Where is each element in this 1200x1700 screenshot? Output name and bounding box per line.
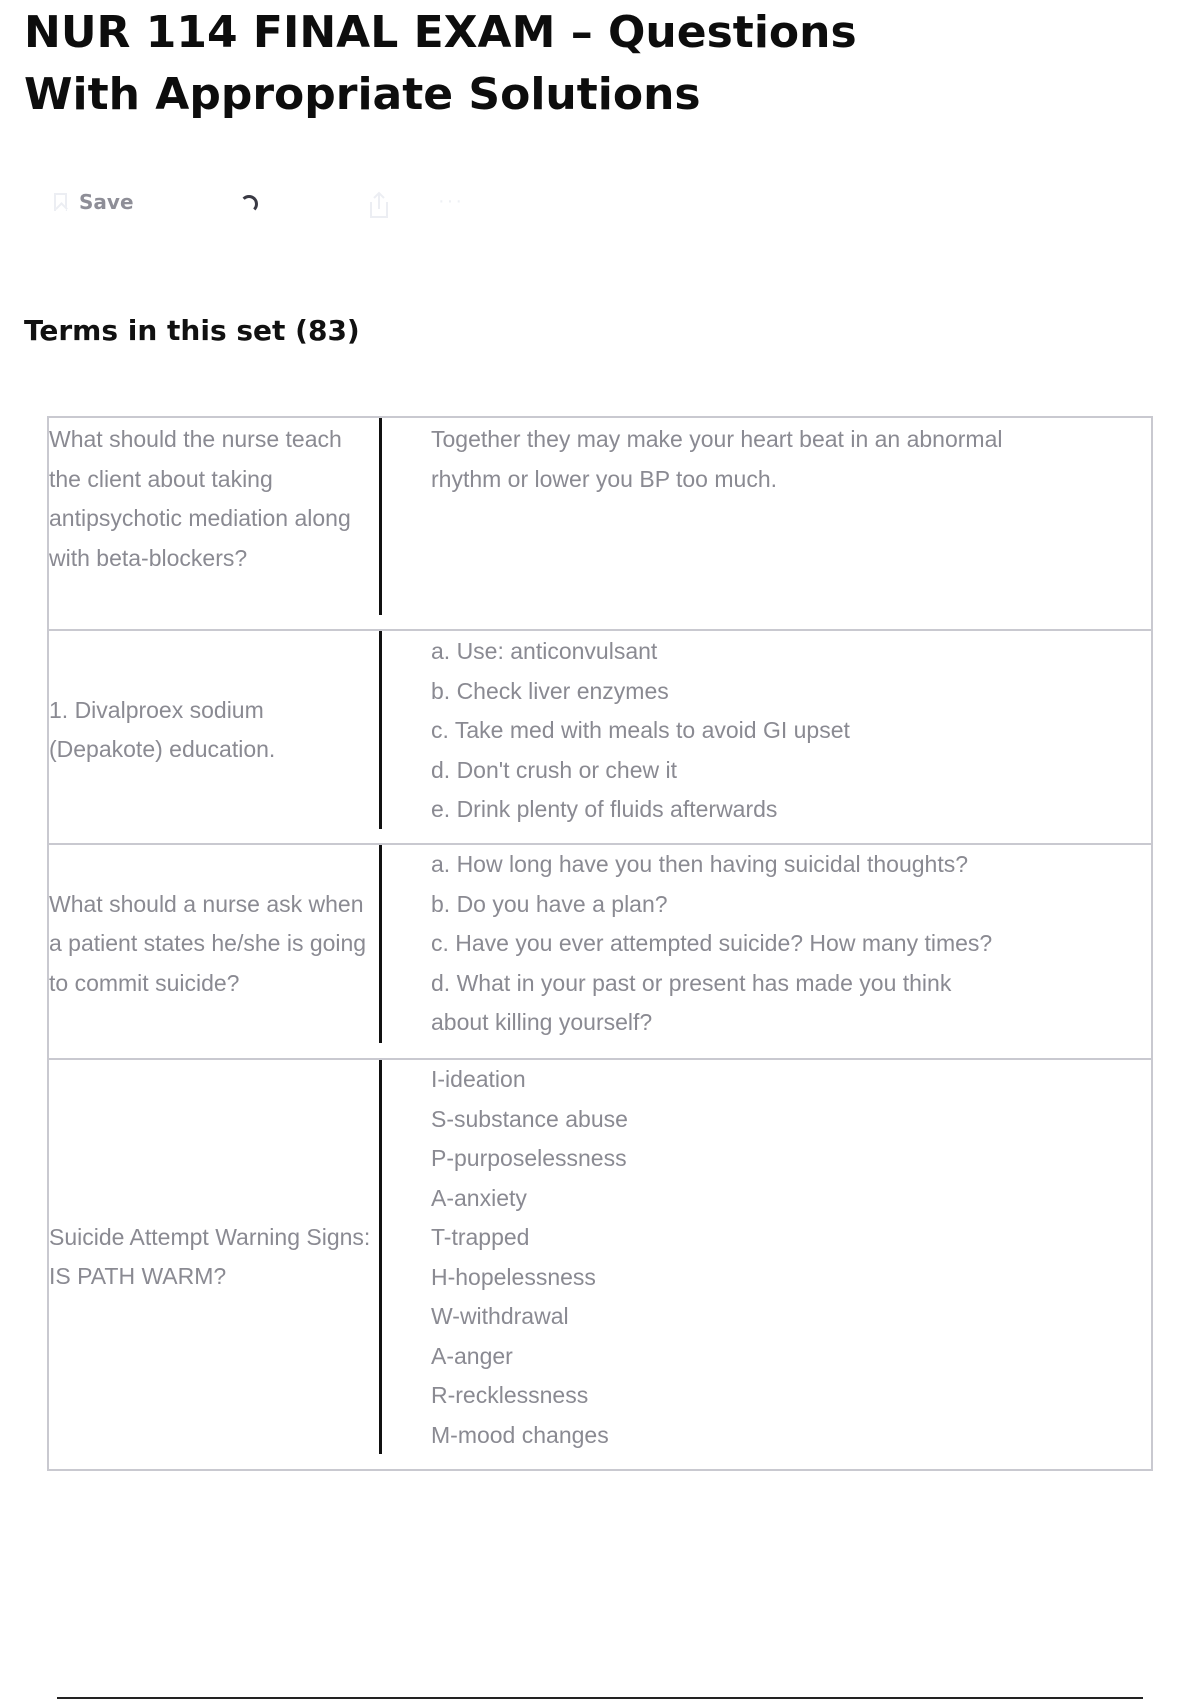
card-definition [382,631,1151,843]
definition-line: Together they may make your heart beat in an abnormal [431,426,1003,452]
flashcard-row [47,1060,1153,1471]
definition-line: d. Don't crush or chew it [431,756,677,783]
definition-line: A-anxiety [431,1184,527,1211]
definition-line: d. What in your past or present has made you think [431,969,952,996]
definition-line: T-trapped [431,1224,530,1250]
bookmark-icon [54,193,67,211]
card-term [49,631,382,829]
page-title: NUR 114 FINAL EXAM – Questions With Appropriate Solutions [24,7,857,120]
terms-table [47,416,1153,1471]
loading-spinner-icon [240,195,258,213]
definition-line: A-anger [431,1342,513,1369]
definition-line: e. Drink plenty of fluids afterwards [431,796,778,822]
definition-line: b. Check liver enzymes [431,677,669,704]
definition-line: about killing yourself? [431,1009,653,1035]
definition-line: W-withdrawal [431,1303,569,1329]
definition-line: c. Take med with meals to avoid GI upset [431,717,850,743]
terms-heading: Terms in this set (83) [24,314,360,347]
flashcard-row [47,416,1153,631]
flashcard-row [47,845,1153,1060]
definition-line: c. Have you ever attempted suicide? How many times? [431,930,993,956]
toolbar [54,190,514,224]
card-term [49,845,382,1043]
definition-line: S-substance abuse [431,1105,628,1132]
card-term-text: What should a nurse ask when a patient states he/she is going to commit suicide? [49,890,367,996]
share-icon[interactable] [366,190,392,220]
more-icon[interactable]: ··· [438,190,464,212]
definition-line: a. Use: anticonvulsant [431,638,658,664]
definition-line: I-ideation [431,1066,526,1092]
definition-line: a. How long have you then having suicidal thoughts? [431,851,969,877]
definition-line: R-recklessness [431,1382,589,1408]
card-term-text: What should the nurse teach the client about taking antipsychotic mediation along with beta-blockers? [49,426,351,571]
footer-divider [57,1697,1143,1699]
card-definition [382,1060,1151,1469]
card-term-text: 1. Divalproex sodium (Depakote) education. [49,696,276,762]
card-definition [382,418,1151,629]
definition-line: H-hopelessness [431,1263,596,1290]
definition-line: P-purposelessness [431,1145,627,1171]
card-term [49,1060,382,1454]
card-term [49,418,382,615]
definition-line: M-mood changes [431,1421,609,1448]
definition-line: rhythm or lower you BP too much. [431,465,777,492]
definition-line: b. Do you have a plan? [431,890,668,917]
flashcard-row [47,631,1153,845]
save-label: Save [79,190,134,214]
card-term-text: Suicide Attempt Warning Signs: IS PATH WARM? [49,1223,371,1289]
card-definition [382,845,1151,1058]
save-button[interactable] [54,190,134,214]
